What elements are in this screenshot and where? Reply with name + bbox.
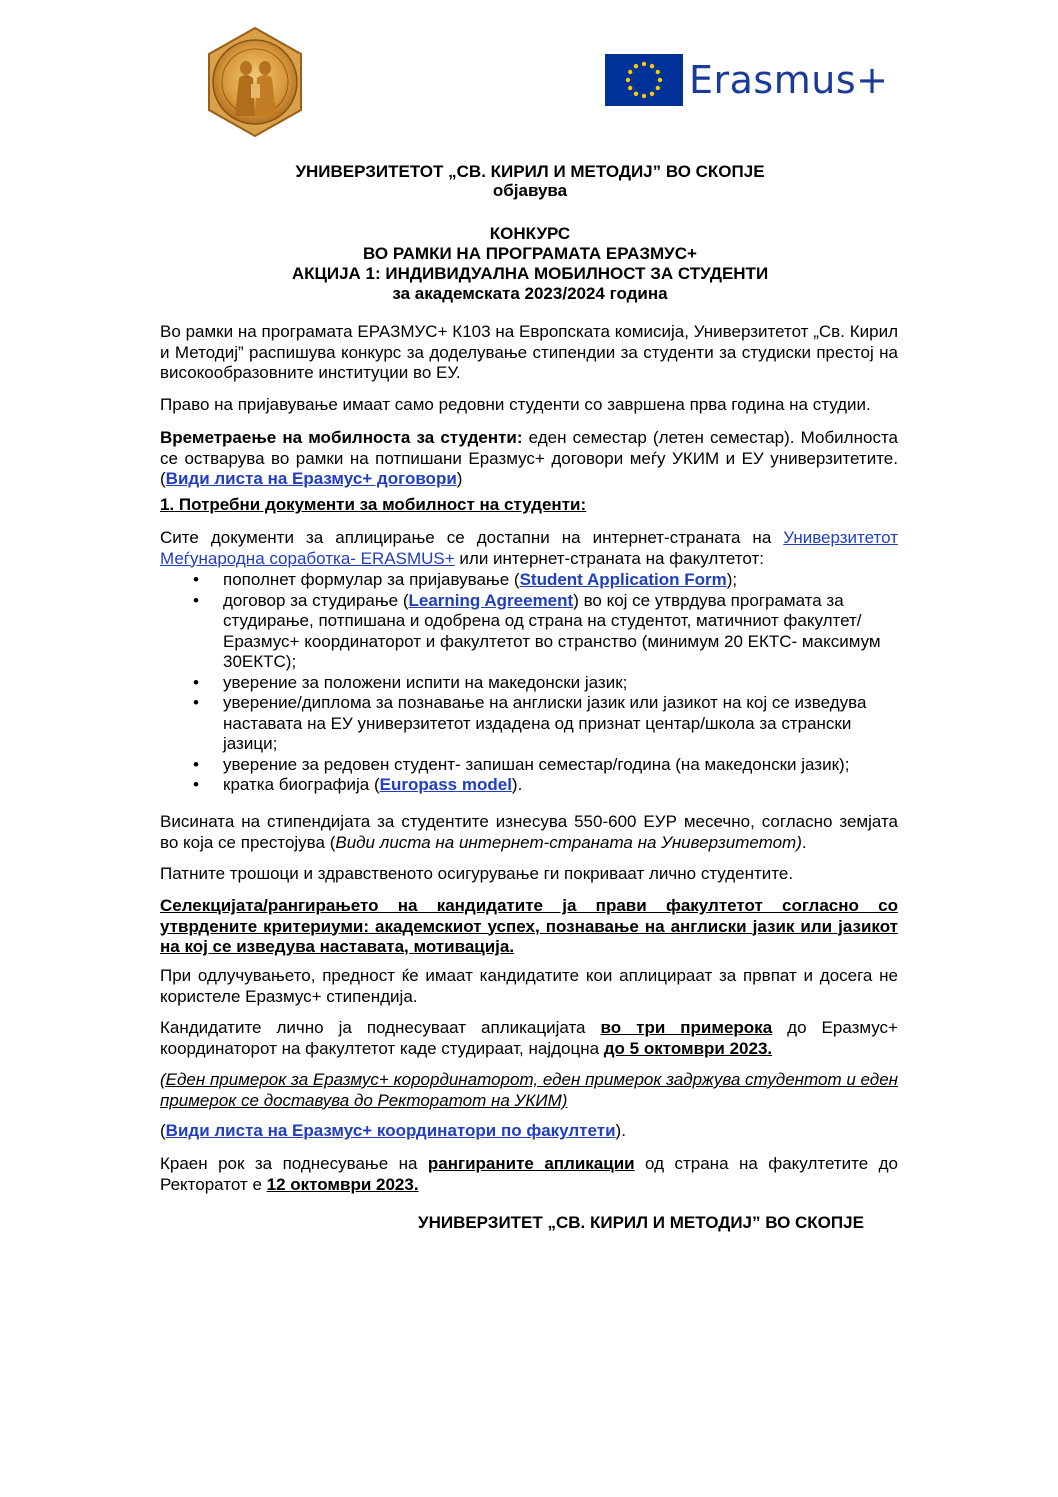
copies-note-paragraph: [160, 1070, 898, 1111]
submission-mid: до Еразмус+ координаторот на факултетот каде студираат, најдоцна: [160, 1018, 898, 1058]
signature: УНИВЕРЗИТЕТ „СВ. КИРИЛ И МЕТОДИЈ” ВО СКОПЈЕ: [418, 1213, 864, 1232]
submission-paragraph: [160, 1018, 898, 1059]
call-title-line: КОНКУРС: [489, 224, 571, 243]
required-documents-list: [160, 570, 898, 796]
university-heading: УНИВЕРЗИТЕТОТ „СВ. КИРИЛ И МЕТОДИЈ” ВО СКОПЈЕ: [295, 162, 765, 181]
list-item-text: ).: [511, 775, 523, 794]
call-title-line: АКЦИЈА 1: ИНДИВИДУАЛНА МОБИЛНОСТ ЗА СТУДЕНТИ: [291, 264, 769, 283]
ukim-seal-logo: [205, 26, 305, 138]
erasmus-plus-logo: [605, 54, 889, 106]
list-item-text: договор за студирање (: [223, 590, 409, 610]
erasmus-coordinators-link[interactable]: Види листа на Еразмус+ координатори по факултети: [165, 1121, 616, 1140]
section-1-heading-text: 1. Потребни документи за мобилност на студенти:: [160, 495, 587, 514]
call-title-line: за академската 2023/2024 година: [392, 284, 668, 303]
bullet-icon: •: [193, 672, 199, 692]
section-1-intro: [160, 528, 898, 569]
university-international-link[interactable]: Универзитетот Меѓународна соработка- ERASMUS+: [160, 528, 898, 568]
duration-paragraph: [160, 428, 898, 490]
list-item: [160, 693, 898, 755]
duration-close: ): [456, 469, 463, 488]
bullet-icon: •: [193, 775, 199, 794]
list-item-text: кратка биографија (: [223, 775, 380, 794]
bullet-icon: •: [193, 590, 199, 610]
duration-value: еден семестар (летен семестар).: [522, 428, 795, 447]
priority-paragraph: [160, 966, 898, 1007]
selection-text: Селекцијата/рангирањето на кандидатите ја прави факултетот согласно со утврдените критериуми: академскиот успех, познавање на англиски јазик или јазикот на кој се изведува наставата, мотивација.: [160, 896, 898, 956]
list-item: [160, 570, 898, 591]
list-item-text: ) во кој се утврдува програмата за студирање, потпишана и одобрена од страна на студентот, матичниот факултет/Еразмус+ координаторот и факултетот во странство (минимум 20 ЕКТС- максимум 30ЕКТС);: [223, 590, 881, 671]
eu-flag-icon: [605, 54, 683, 106]
ranked-applications: рангираните апликации: [427, 1154, 635, 1173]
priority-text: При одлучувањето, предност ќе имаат кандидатите кои аплицираат за првпат и досега не користеле Еразмус+ стипендија.: [160, 966, 898, 1006]
final-deadline-text: Краен рок за поднесување на: [160, 1154, 428, 1173]
submission-text: Кандидатите лично ја поднесуваат апликацијата: [160, 1018, 601, 1037]
bullet-icon: •: [193, 754, 199, 774]
call-title-line: ВО РАМКИ НА ПРОГРАМАТА ЕРАЗМУС+: [363, 244, 697, 263]
eligibility-text: Право на пријавување имаат само редовни студенти со завршена прва година на студии.: [160, 395, 871, 414]
coordinators-open: (: [160, 1121, 166, 1140]
europass-model-link[interactable]: Europass model: [379, 775, 512, 794]
final-deadline-date: 12 октомври 2023.: [266, 1174, 419, 1194]
bullet-icon: •: [193, 693, 199, 712]
list-item-text: уверение за положени испити на македонски јазик;: [223, 672, 628, 692]
duration-label: Времетраење на мобилноста за студенти:: [160, 428, 523, 447]
list-item-text: уверение за редовен студент- запишан семестар/година (на македонски јазик);: [223, 754, 850, 774]
scholarship-text: Висината на стипендијата за студентите изнесува 550-600 ЕУР месечно, согласно земјата во која се престојува (: [160, 812, 898, 852]
call-title: [160, 224, 900, 304]
final-deadline-mid: од страна на факултетите до Ректоратот е: [160, 1154, 898, 1194]
scholarship-paragraph: [160, 812, 898, 853]
list-item: [160, 775, 898, 796]
final-deadline-paragraph: [160, 1154, 898, 1195]
list-item-text: пополнет формулар за пријавување (: [223, 570, 520, 589]
intro-text: Во рамки на програмата ЕРАЗМУС+ К103 на Европската комисија, Универзитетот „Св. Кирил и Методиј” распишува конкурс за доделување стипендии за студенти за студиски престој на високообразовните институции во ЕУ.: [160, 322, 898, 382]
submission-copies: во три примерока: [600, 1018, 773, 1037]
selection-paragraph: [160, 896, 898, 958]
announces-heading: објавува: [492, 181, 568, 200]
costs-text: Патните трошоци и здравственото осигурување ги покриваат лично студентите.: [160, 864, 794, 883]
list-item: [160, 755, 898, 776]
bullet-icon: •: [193, 570, 199, 589]
duration-text: Мобилноста се остварува во рамки на потпишани Еразмус+ договори меѓу УКИМ и ЕУ универзитетите. (: [160, 428, 898, 488]
section-1-heading: [160, 495, 898, 516]
coordinators-paragraph: [160, 1121, 898, 1142]
copies-note-text: (Еден примерок за Еразмус+ корординаторот, еден примерок задржува студентот и еден примерок се доставува до Ректоратот на УКИМ): [160, 1070, 898, 1110]
list-item-text: уверение/диплома за познавање на англиски јазик или јазикот на кој се изведува наставата на ЕУ универзитетот издадена од признат центар/школа за странски јазици;: [223, 693, 867, 753]
student-application-form-link[interactable]: Student Application Form: [519, 570, 727, 589]
eligibility-paragraph: [160, 395, 898, 416]
erasmus-agreements-link[interactable]: Види листа на Еразмус+ договори: [165, 469, 457, 488]
list-item: [160, 673, 898, 694]
scholarship-italic: Види листа на интернет-страната на Универзитетот): [335, 832, 802, 852]
submission-deadline: до 5 октомври 2023.: [603, 1038, 773, 1058]
section-1-intro-post: или интернет-страната на факултетот:: [454, 548, 764, 568]
erasmus-wordmark: Erasmus+: [689, 58, 889, 102]
list-item: [160, 591, 898, 673]
section-1-intro-pre: Сите документи за аплицирање се достапни на интернет-страната на: [160, 528, 784, 547]
learning-agreement-link[interactable]: Learning Agreement: [408, 590, 574, 610]
coordinators-close: ).: [615, 1121, 626, 1140]
costs-paragraph: [160, 864, 898, 885]
scholarship-post: .: [801, 832, 807, 852]
intro-paragraph: [160, 322, 898, 384]
list-item-text: );: [726, 570, 738, 589]
